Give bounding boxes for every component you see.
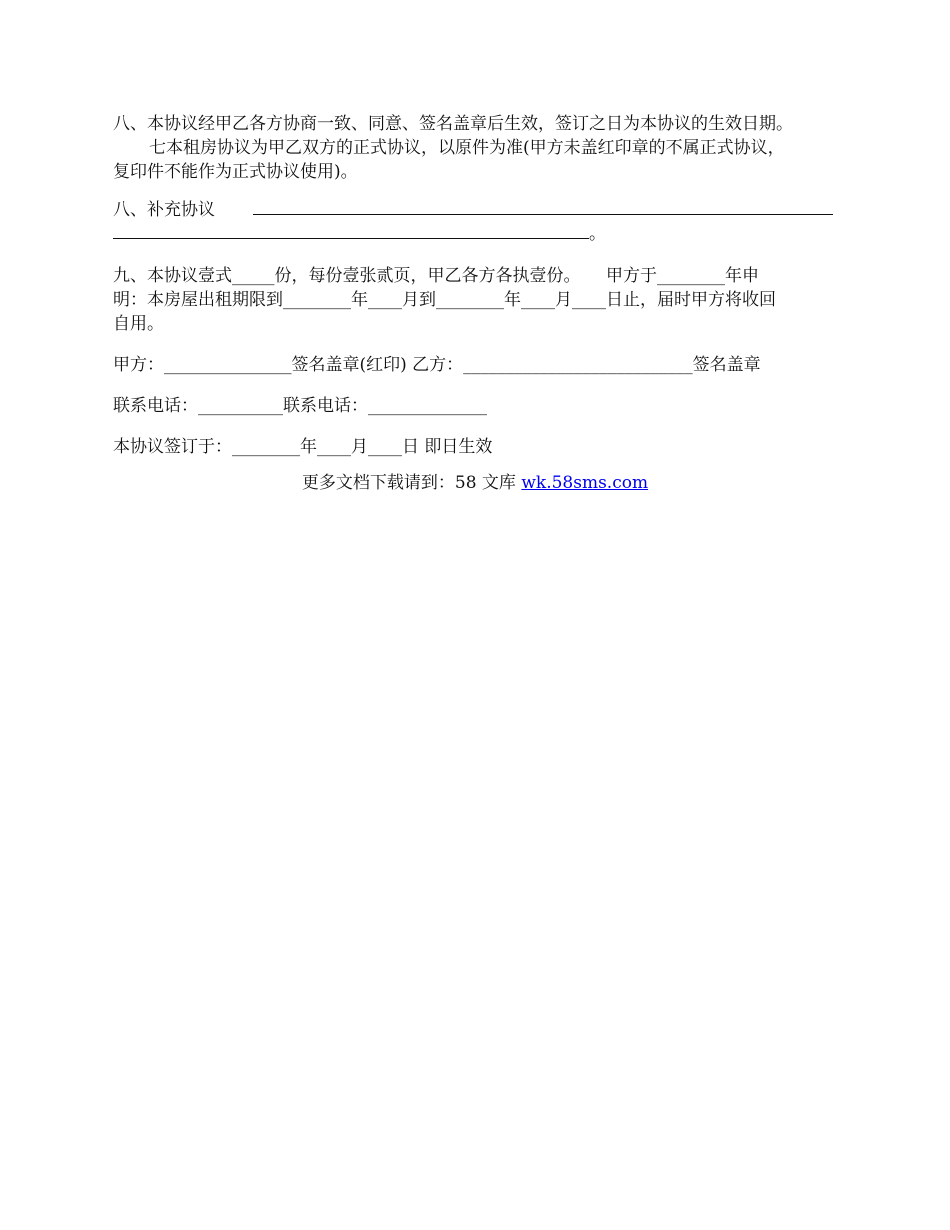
clause-8-line-1: 八、本协议经甲乙各方协商一致、同意、签名盖章后生效，签订之日为本协议的生效日期。 xyxy=(113,114,793,134)
supplementary-blank-2 xyxy=(113,224,589,239)
signature-line: 甲方：_______________签名盖章(红印) 乙方：___________________________签名盖章 xyxy=(113,355,761,375)
footer xyxy=(0,471,950,495)
supplementary-blank-1 xyxy=(253,200,833,215)
clause-9-line-2: 明：本房屋出租期限到________年____月到________年____月____日止，届时甲方将收回 xyxy=(113,290,776,310)
footer-text: 更多文档下载请到：58 文库 xyxy=(301,473,522,493)
supplementary-end: 。 xyxy=(589,224,606,244)
supplementary-agreement-line xyxy=(113,198,843,222)
clause-8-line-2: 七本租房协议为甲乙双方的正式协议，以原件为准(甲方未盖红印章的不属正式协议， xyxy=(149,138,785,158)
phone-line: 联系电话：__________联系电话：______________ xyxy=(113,396,487,416)
signing-date-line: 本协议签订于：________年____月____日 即日生效 xyxy=(113,437,493,457)
supplementary-agreement-line-2 xyxy=(113,222,843,246)
clause-9-line-1: 九、本协议壹式_____份，每份壹张贰页，甲乙各方各执壹份。 甲方于________年申 xyxy=(113,266,759,286)
supplementary-label: 八、补充协议 xyxy=(113,200,215,220)
clause-9-line-3: 自用。 xyxy=(113,314,164,334)
clause-8-line-3: 复印件不能作为正式协议使用)。 xyxy=(113,162,358,182)
footer-link[interactable]: wk.58sms.com xyxy=(521,473,649,493)
document-body xyxy=(113,112,843,459)
